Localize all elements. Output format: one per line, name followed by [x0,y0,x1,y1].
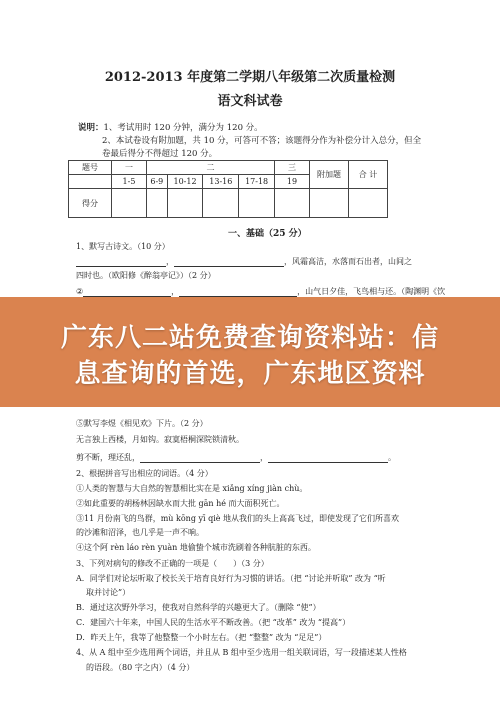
instructions-label: 说明： [78,123,104,133]
banner-line-1: 广东八二站免费查询资料站：信 [60,323,439,353]
answer-blank[interactable] [179,288,297,297]
score-cell[interactable] [239,189,275,218]
question-1a-cont: 四时也。（欧阳修《醉翁亭记》）（2 分） [76,271,216,280]
answer-blank[interactable] [140,454,260,463]
banner-line-2: 息查询的首选，广东地区资料 [74,359,426,389]
question-2: 2、根据拼音写出相应的词语。（4 分） [76,469,213,478]
header-cell: 附加题 [310,161,349,189]
range-cell: 6-9 [147,175,168,189]
question-1b: ② ， ，山气日夕佳，飞鸟相与还。（陶渊明《饮 [76,287,446,296]
exam-title: 2012-2013 年度第二学期八年级第二次质量检测 [104,70,396,85]
score-cell[interactable] [167,189,203,218]
instructions-line-1: 说明：1、考试用时 120 分钟，满分为 120 分。 [78,123,263,133]
question-2-4: ④这个阿 rèn láo rèn yuàn 地偷蛰个城市洗刷着各种肮脏的东西。 [76,543,316,552]
range-cell: 10-12 [167,175,203,189]
score-cell[interactable] [310,189,349,218]
answer-blank[interactable] [268,454,388,463]
question-1a: ， ，风霜高洁，水落而石出者，山间之 [76,256,412,267]
score-table [68,160,388,218]
poem-line-2: 剪不断，理还乱， ， 。 [76,453,396,462]
question-4: 4、从 A 组中至少选用两个词语，并且从 B 组中至少选用一组关联词语，写一段描述某人性格 [76,648,407,657]
range-cell: 1-5 [112,175,147,189]
score-table-header [69,161,388,175]
score-table-scores [69,189,388,218]
header-cell: 题号 [69,161,112,175]
score-cell[interactable] [203,189,239,218]
question-3-option-c: C．建国六十年来，中国人民的生活水平不断改善。（把 “改革” 改为 “提高”） [76,618,351,627]
question-3: 3、下列对病句的修改不正确的一项是（ ）（3 分） [76,559,269,568]
score-label: 得分 [69,189,112,218]
score-cell[interactable] [349,189,388,218]
question-3-option-a-cont: 取并讨论”） [86,588,131,597]
score-cell[interactable] [112,189,147,218]
question-3-option-b: B．通过这次野外学习，使我对自然科学的兴趣更大了。（删除 “使”） [76,603,321,612]
exam-subtitle: 语文科试卷 [217,94,283,109]
header-cell: 合 计 [349,161,388,189]
question-3-option-a: A．同学们对论坛听取了校长关于培育良好行为习惯的讲话。（把 “讨论并听取” 改为 “听 [76,574,386,583]
range-cell: 17-18 [239,175,275,189]
instructions-line-3: 卷最后得分不得超过 120 分。 [102,149,218,159]
score-cell[interactable] [275,189,310,218]
answer-blank[interactable] [83,288,171,297]
question-2-2: ②如此重要的胡杨林因缺水而大批 gān hé 而大面积死亡。 [76,499,285,508]
empty-cell [69,175,112,189]
range-cell: 19 [275,175,310,189]
answer-blank[interactable] [76,258,166,267]
range-cell: 13-16 [203,175,239,189]
question-4-cont: 的语段。（80 字之内）（4 分） [86,663,195,672]
watermark-banner [0,297,500,407]
score-cell[interactable] [147,189,168,218]
section-1-title: 一、基础（25 分） [228,229,307,239]
header-cell: 三 [275,161,310,175]
answer-blank[interactable] [174,258,284,267]
header-cell: 一 [112,161,147,175]
question-2-3b: 的沙滩和沼泽，也几乎是一声不响。 [76,528,204,537]
question-2-3: ③11 月份南飞的鸟群，mù kōng yī qiè 地从我们的头上高高飞过，即使发现了它们所喜欢 [76,514,400,523]
poem-line-1: 无言独上西楼，月如钩。寂寞梧桐深院锁清秋。 [76,435,244,444]
question-1e: ⑤默写李煜《相见欢》下片。（2 分） [76,419,208,428]
instructions-line-2: 2、本试卷设有附加题，共 10 分，可答可不答；该题得分作为补偿分计入总分，但全 [102,136,422,146]
question-3-option-d: D．昨天上午，我等了他整整一个小时左右。（把 “整整” 改为 “足足”） [76,633,327,642]
question-1: 1、默写古诗文。（10 分） [76,242,170,251]
header-cell: 二 [147,161,275,175]
question-2-1: ①人类的智慧与大自然的智慧相比实在是 xiǎng xíng jiàn chù。 [76,484,308,493]
